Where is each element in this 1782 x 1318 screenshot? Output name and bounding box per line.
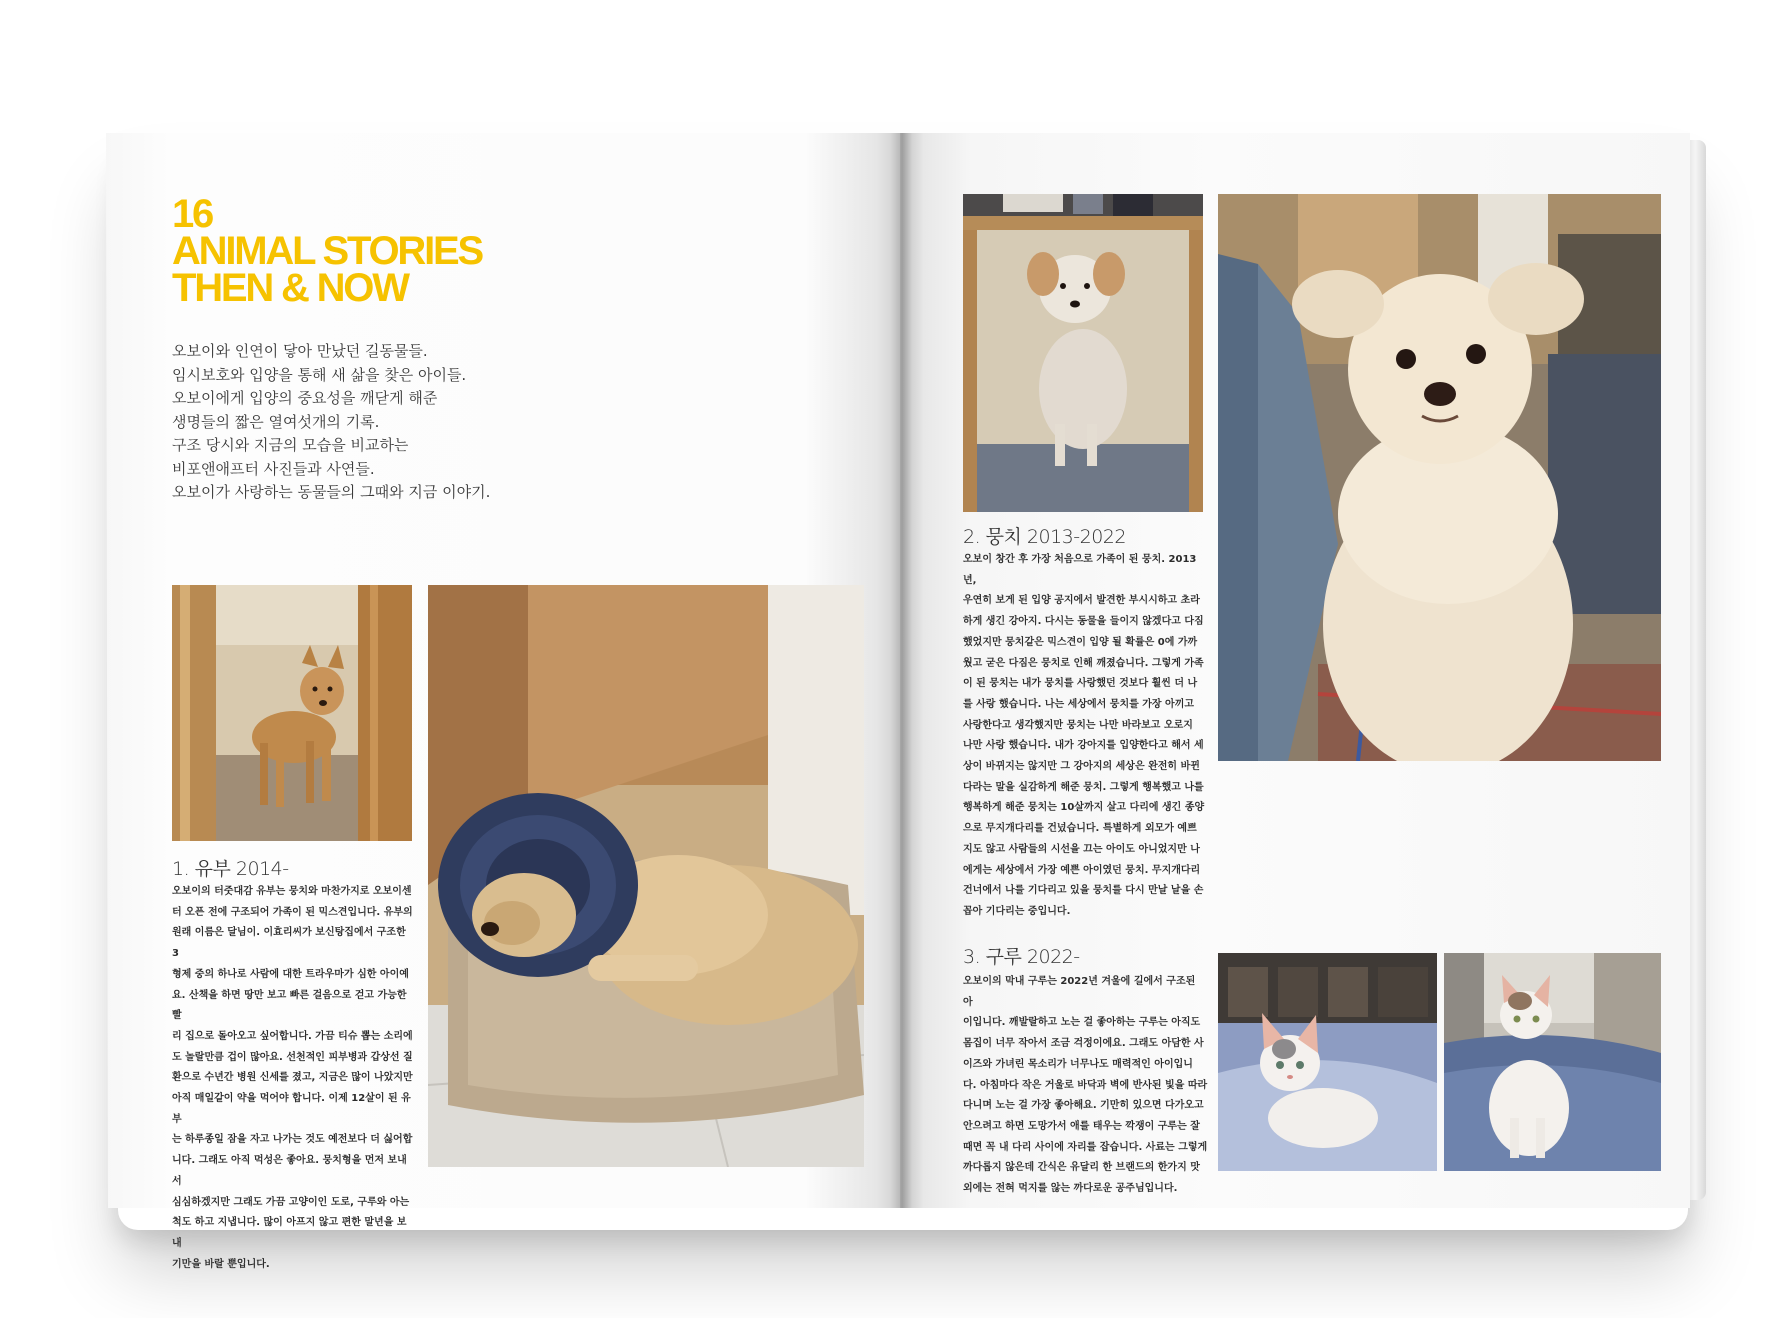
intro-line: 비포앤애프터 사진들과 사연들. — [172, 459, 375, 478]
story-line: 상이 바뀌지는 않지만 그 강아지의 세상은 완전히 바뀐 — [963, 761, 1200, 773]
story-line: 사랑한다고 생각했지만 뭉치는 나만 바라보고 오로지 — [963, 719, 1193, 731]
story-line: 이 된 뭉치는 내가 뭉치를 사랑했던 것보다 훨씬 더 나 — [963, 678, 1198, 690]
story-line: 건너에서 나를 기다리고 있을 뭉치를 다시 만날 날을 손 — [963, 885, 1204, 897]
story-line: 니다. 그래도 아직 먹성은 좋아요. 뭉치형을 먼저 보내서 — [172, 1155, 407, 1187]
story-line: 다라는 말을 실감하게 해준 뭉치. 그렇게 행복했고 나를 — [963, 781, 1204, 793]
story-line: 오보이 창간 후 가장 처음으로 가족이 된 뭉치. 2013년, — [963, 554, 1197, 586]
story-line: 까다롭지 않은데 간식은 유달리 한 브랜드의 한가지 맛 — [963, 1162, 1200, 1174]
story-line: 오보이의 막내 구루는 2022년 겨울에 길에서 구조된 아 — [963, 976, 1196, 1008]
story-line: 꼽아 기다리는 중입니다. — [963, 905, 1071, 917]
story-line: 했었지만 뭉치같은 믹스견이 입양 될 확률은 0에 가까 — [963, 636, 1198, 648]
story-heading-guru: 3. 구루 2022- — [963, 946, 1080, 968]
story-line: 도 놀랄만큼 겁이 많아요. 선천적인 피부병과 갑상선 질 — [172, 1051, 413, 1063]
story-line: 행복하게 해준 뭉치는 10살까지 살고 다리에 생긴 종양 — [963, 802, 1205, 814]
story-line: 으로 무지개다리를 건넜습니다. 특별하게 외모가 예쁘 — [963, 823, 1197, 835]
story-heading-mungchi: 2. 뭉치 2013-2022 — [963, 526, 1126, 548]
story-line: 리 집으로 돌아오고 싶어합니다. 가끔 티슈 뽑는 소리에 — [172, 1030, 413, 1042]
story-line: 하게 생긴 강아지. 다시는 동물을 들이지 않겠다고 다짐 — [963, 616, 1204, 628]
title-line-1: ANIMAL STORIES — [172, 229, 482, 273]
guru-before-photo — [1218, 953, 1437, 1171]
story-line: 몸집이 너무 작아서 조금 걱정이에요. 그래도 아담한 사 — [963, 1038, 1204, 1050]
story-line: 터 오픈 전에 구조되어 가족이 된 믹스견입니다. 유부의 — [172, 906, 413, 918]
story-line: 우연히 보게 된 입양 공지에서 발견한 부시시하고 초라 — [963, 595, 1200, 607]
story-line: 나만 사랑 했습니다. 내가 강아지를 입양한다고 해서 세 — [963, 740, 1204, 752]
intro-line: 생명들의 짧은 열여섯개의 기록. — [172, 412, 380, 431]
story-line: 형제 중의 하나로 사람에 대한 트라우마가 심한 아이예 — [172, 968, 409, 980]
story-line: 는 하루종일 잠을 자고 나가는 것도 예전보다 더 싫어합 — [172, 1134, 413, 1146]
title-number: 16 — [172, 192, 213, 236]
yubu-before-photo — [172, 585, 412, 841]
feature-title — [172, 192, 482, 310]
story-line: 기만을 바랄 뿐입니다. — [172, 1258, 270, 1270]
story-line: 심심하겠지만 그래도 가끔 고양이인 도로, 구루와 아는 — [172, 1196, 410, 1208]
story-line: 다니며 노는 걸 가장 좋아해요. 기만히 있으면 다가오고 — [963, 1100, 1204, 1112]
intro-text — [172, 340, 490, 505]
story-body-yubu — [172, 882, 416, 1275]
intro-line: 구조 당시와 지금의 모습을 비교하는 — [172, 436, 409, 454]
spine-gutter — [890, 133, 912, 1208]
story-body-mungchi — [963, 550, 1208, 923]
mungchi-after-photo — [1218, 194, 1661, 761]
story-line: 이즈와 가녀린 목소리가 너무나도 매력적인 아이입니 — [963, 1058, 1193, 1070]
intro-line: 오보이와 인연이 닿아 만났던 길동물들. — [172, 342, 428, 360]
story-line: 환으로 수년간 병원 신세를 졌고, 지금은 많이 나았지만 — [172, 1072, 413, 1084]
intro-line: 오보이에게 입양의 중요성을 깨닫게 해준 — [172, 389, 438, 407]
story-line: 안으려고 하면 도망가서 애를 태우는 깍쟁이 구루는 잘 — [963, 1120, 1200, 1132]
story-line: 를 사랑 했습니다. 나는 세상에서 뭉치를 가장 아끼고 — [963, 698, 1195, 710]
intro-line: 임시보호와 입양을 통해 새 삶을 찾은 아이들. — [172, 365, 467, 384]
story-line: 외에는 전혀 먹지를 않는 까다로운 공주님입니다. — [963, 1183, 1178, 1195]
story-line: 지도 않고 사람들의 시선을 끄는 아이도 아니었지만 나 — [963, 843, 1200, 855]
story-heading-yubu: 1. 유부 2014- — [172, 858, 289, 880]
story-line: 요. 산책을 하면 땅만 보고 빠른 걸음으로 걷고 가능한 빨 — [172, 989, 407, 1022]
story-line: 아직 매일같이 약을 먹어야 합니다. 이제 12살이 된 유부 — [172, 1093, 411, 1125]
intro-line: 오보이가 사랑하는 동물들의 그때와 지금 이야기. — [172, 483, 491, 501]
story-line: 때면 꼭 내 다리 사이에 자리를 잡습니다. 사료는 그렇게 — [963, 1141, 1208, 1153]
guru-after-photo — [1444, 953, 1661, 1171]
story-line: 웠고 굳은 다짐은 뭉치로 인해 깨졌습니다. 그렇게 가족 — [963, 657, 1204, 669]
story-line: 에게는 세상에서 가장 예쁜 아이였던 뭉치. 무지개다리 — [963, 864, 1201, 876]
story-body-guru — [963, 972, 1208, 1200]
title-line-2: THEN & NOW — [172, 266, 408, 310]
story-line: 다. 아침마다 작은 거울로 바닥과 벽에 반사된 빛을 따라 — [963, 1079, 1208, 1091]
story-line: 오보이의 터줏대감 유부는 뭉치와 마찬가지로 오보이센 — [172, 886, 412, 897]
story-line: 이입니다. 깨발랄하고 노는 걸 좋아하는 구루는 아직도 — [963, 1017, 1201, 1029]
story-line: 척도 하고 지냅니다. 많이 아프지 않고 편한 말년을 보내 — [172, 1217, 407, 1249]
mungchi-before-photo — [963, 194, 1203, 512]
yubu-after-photo — [428, 585, 864, 1167]
story-line: 원래 이름은 달님이. 이효리씨가 보신탕집에서 구조한 3 — [172, 927, 406, 960]
page-edge — [1688, 140, 1706, 1200]
